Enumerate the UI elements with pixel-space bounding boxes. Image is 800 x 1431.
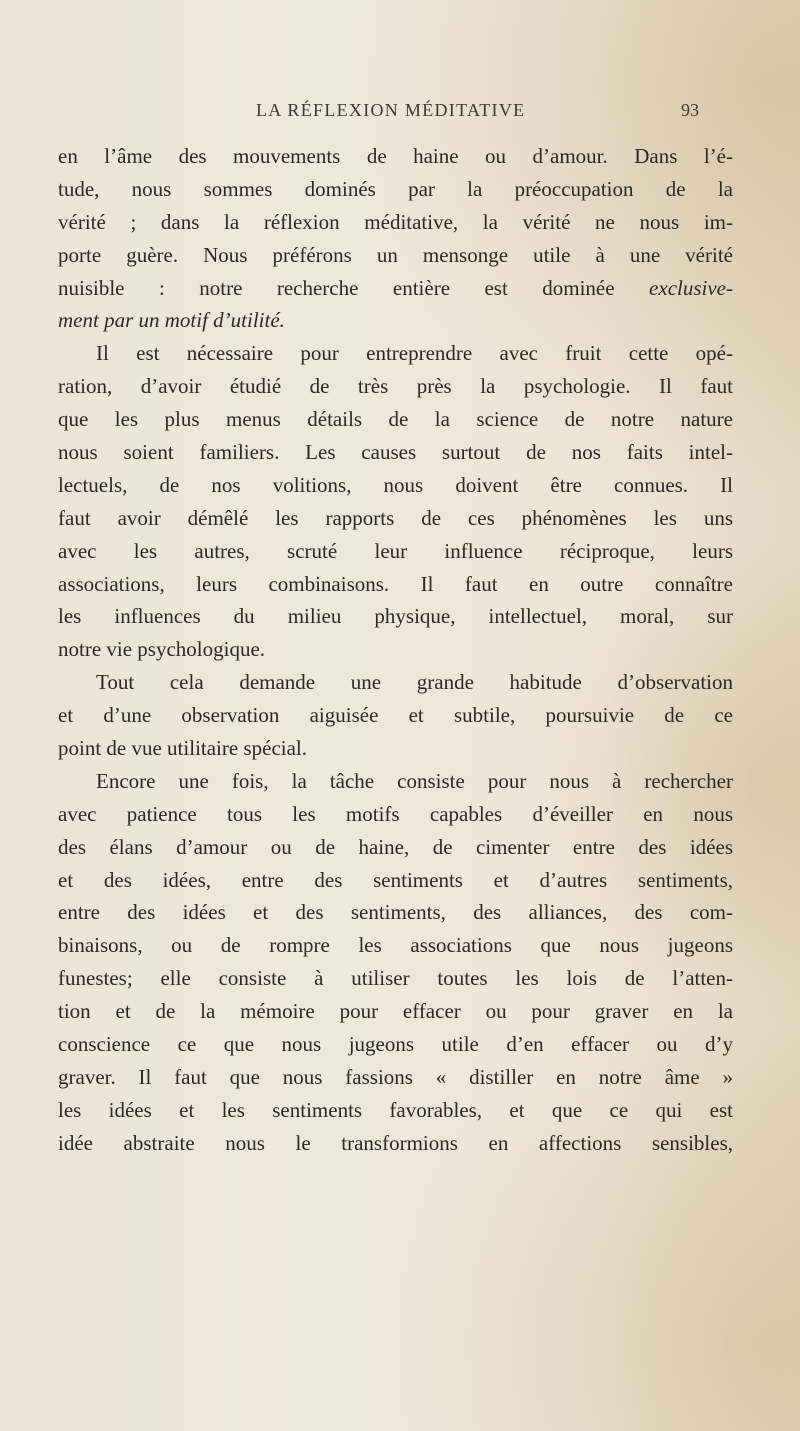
text-line: ration, d’avoir étudié de très près la psychologie. Il faut bbox=[58, 374, 733, 399]
page-number: 93 bbox=[681, 100, 699, 120]
text-line: en l’âme des mouvements de haine ou d’amour. Dans l’é- bbox=[58, 144, 733, 168]
text-line: Il est nécessaire pour entreprendre avec fruit cette opé- bbox=[96, 341, 733, 366]
running-head: LA RÉFLEXION MÉDITATIVE bbox=[256, 100, 526, 120]
text-line: Tout cela demande une grande habitude d’observation bbox=[96, 670, 733, 695]
text-line: associations, leurs combinaisons. Il faut en outre connaître bbox=[58, 571, 733, 596]
text-line: funestes; elle consiste à utiliser toutes les lois de l’atten- bbox=[58, 966, 733, 991]
text-line: porte guère. Nous préférons un mensonge utile à une vérité bbox=[58, 242, 733, 267]
text-line: des élans d’amour ou de haine, de cimenter entre des idées bbox=[58, 834, 733, 859]
text-line bbox=[58, 272, 733, 305]
text-line: les idées et les sentiments favorables, et que ce qui est bbox=[58, 1097, 733, 1122]
text-line: point de vue utilitaire spécial. bbox=[58, 736, 308, 761]
text-line: tude, nous sommes dominés par la préoccupation de la bbox=[58, 176, 733, 201]
text-line: nous soient familiers. Les causes surtout de nos faits intel- bbox=[58, 440, 733, 465]
text-line: Encore une fois, la tâche consiste pour nous à rechercher bbox=[96, 768, 733, 793]
text-line: vérité ; dans la réflexion méditative, la vérité ne nous im- bbox=[58, 209, 733, 234]
text-line: ment par un motif d’utilité. bbox=[58, 308, 285, 333]
text-line: avec les autres, scruté leur influence réciproque, leurs bbox=[58, 538, 733, 563]
text-line: que les plus menus détails de la science de notre nature bbox=[58, 407, 733, 432]
text-line: entre des idées et des sentiments, des alliances, des com- bbox=[58, 900, 733, 925]
text-line: binaisons, ou de rompre les associations que nous jugeons bbox=[58, 933, 733, 958]
page-header bbox=[0, 100, 800, 130]
text-line: tion et de la mémoire pour effacer ou pour graver en la bbox=[58, 999, 733, 1024]
text-line: et d’une observation aiguisée et subtile, poursuivie de ce bbox=[58, 703, 733, 728]
text-line: les influences du milieu physique, intellectuel, moral, sur bbox=[58, 604, 733, 629]
text-line: graver. Il faut que nous fassions « distiller en notre âme » bbox=[58, 1064, 733, 1089]
text-line: avec patience tous les motifs capables d’éveiller en nous bbox=[58, 801, 733, 826]
text-segment: nuisible : notre recherche entière est dominée bbox=[58, 275, 615, 300]
italic-text: exclusive- bbox=[649, 275, 733, 300]
text-line: idée abstraite nous le transformions en affections sensibles, bbox=[58, 1130, 733, 1155]
text-line: conscience ce que nous jugeons utile d’en effacer ou d’y bbox=[58, 1032, 733, 1057]
text-line: faut avoir démêlé les rapports de ces phénomènes les uns bbox=[58, 505, 733, 530]
body-text bbox=[58, 140, 733, 1160]
text-line: et des idées, entre des sentiments et d’autres sentiments, bbox=[58, 867, 733, 892]
text-line: lectuels, de nos volitions, nous doivent être connues. Il bbox=[58, 472, 733, 497]
text-line: notre vie psychologique. bbox=[58, 637, 266, 662]
